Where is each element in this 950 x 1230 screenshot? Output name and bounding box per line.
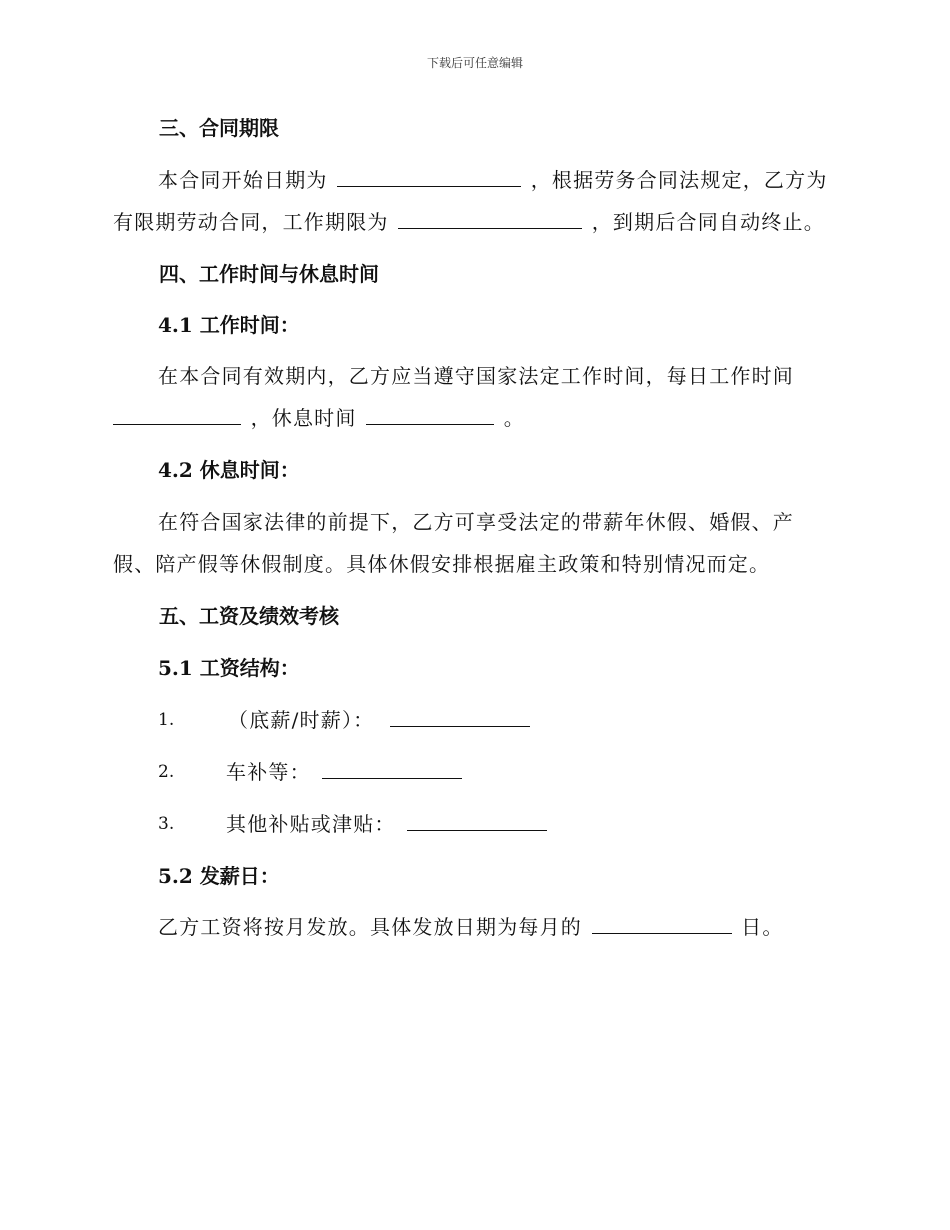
s3-line-1-a: 本合同开始日期为 — [158, 168, 328, 192]
list-item-number: 1. — [158, 710, 175, 730]
car-allowance-blank[interactable] — [322, 760, 462, 779]
list-item-1 — [228, 708, 532, 732]
rest-hours-blank[interactable] — [366, 406, 494, 425]
page-header: 下载后可任意编辑 — [426, 56, 523, 70]
term-blank[interactable] — [398, 210, 582, 229]
s4-line-2-a: ，休息时间 — [250, 406, 357, 430]
other-subsidy-blank[interactable] — [407, 812, 547, 831]
base-pay-blank[interactable] — [390, 708, 530, 727]
subsection-4-1: 4.1 工作时间： — [158, 313, 300, 337]
s3-line-1-b: ，根据劳务合同法规定，乙方为 — [530, 168, 828, 192]
s4-line-1: 在本合同有效期内，乙方应当遵守国家法定工作时间，每日工作时间 — [158, 364, 794, 388]
subsection-5-2: 5.2 发薪日： — [158, 864, 280, 888]
s3-line-2 — [113, 210, 825, 234]
section-5-title: 五、工资及绩效考核 — [159, 604, 339, 628]
list-item-2 — [226, 760, 464, 784]
s3-line-2-b: ，到期后合同自动终止。 — [591, 210, 825, 234]
pay-day-line — [158, 915, 784, 939]
s4-line-2-b: 。 — [503, 406, 525, 430]
base-pay-label: （底薪/时薪）： — [228, 708, 375, 732]
work-hours-blank[interactable] — [113, 406, 241, 425]
section-4-title: 四、工作时间与休息时间 — [159, 262, 379, 286]
list-item-number: 2. — [158, 762, 175, 782]
list-item-number: 3. — [158, 814, 175, 834]
list-item-3 — [226, 812, 549, 836]
car-allowance-label: 车补等： — [226, 760, 311, 784]
s4-line-2 — [113, 406, 525, 430]
s3-line-2-a: 有限期劳动合同，工作期限为 — [113, 210, 389, 234]
other-subsidy-label: 其他补贴或津贴： — [226, 812, 396, 836]
section-3-title: 三、合同期限 — [159, 116, 279, 140]
s4-line-4: 假、陪产假等休假制度。具体休假安排根据雇主政策和特别情况而定。 — [113, 552, 771, 576]
subsection-5-1: 5.1 工资结构： — [158, 656, 300, 680]
s4-line-3: 在符合国家法律的前提下，乙方可享受法定的带薪年休假、婚假、产 — [158, 510, 794, 534]
s3-line-1 — [158, 168, 828, 192]
pay-day-blank[interactable] — [592, 915, 732, 934]
subsection-4-2: 4.2 休息时间： — [158, 458, 300, 482]
start-date-blank[interactable] — [337, 168, 521, 187]
pay-day-text-a: 乙方工资将按月发放。具体发放日期为每月的 — [158, 915, 582, 939]
pay-day-text-b: 日。 — [741, 915, 784, 939]
